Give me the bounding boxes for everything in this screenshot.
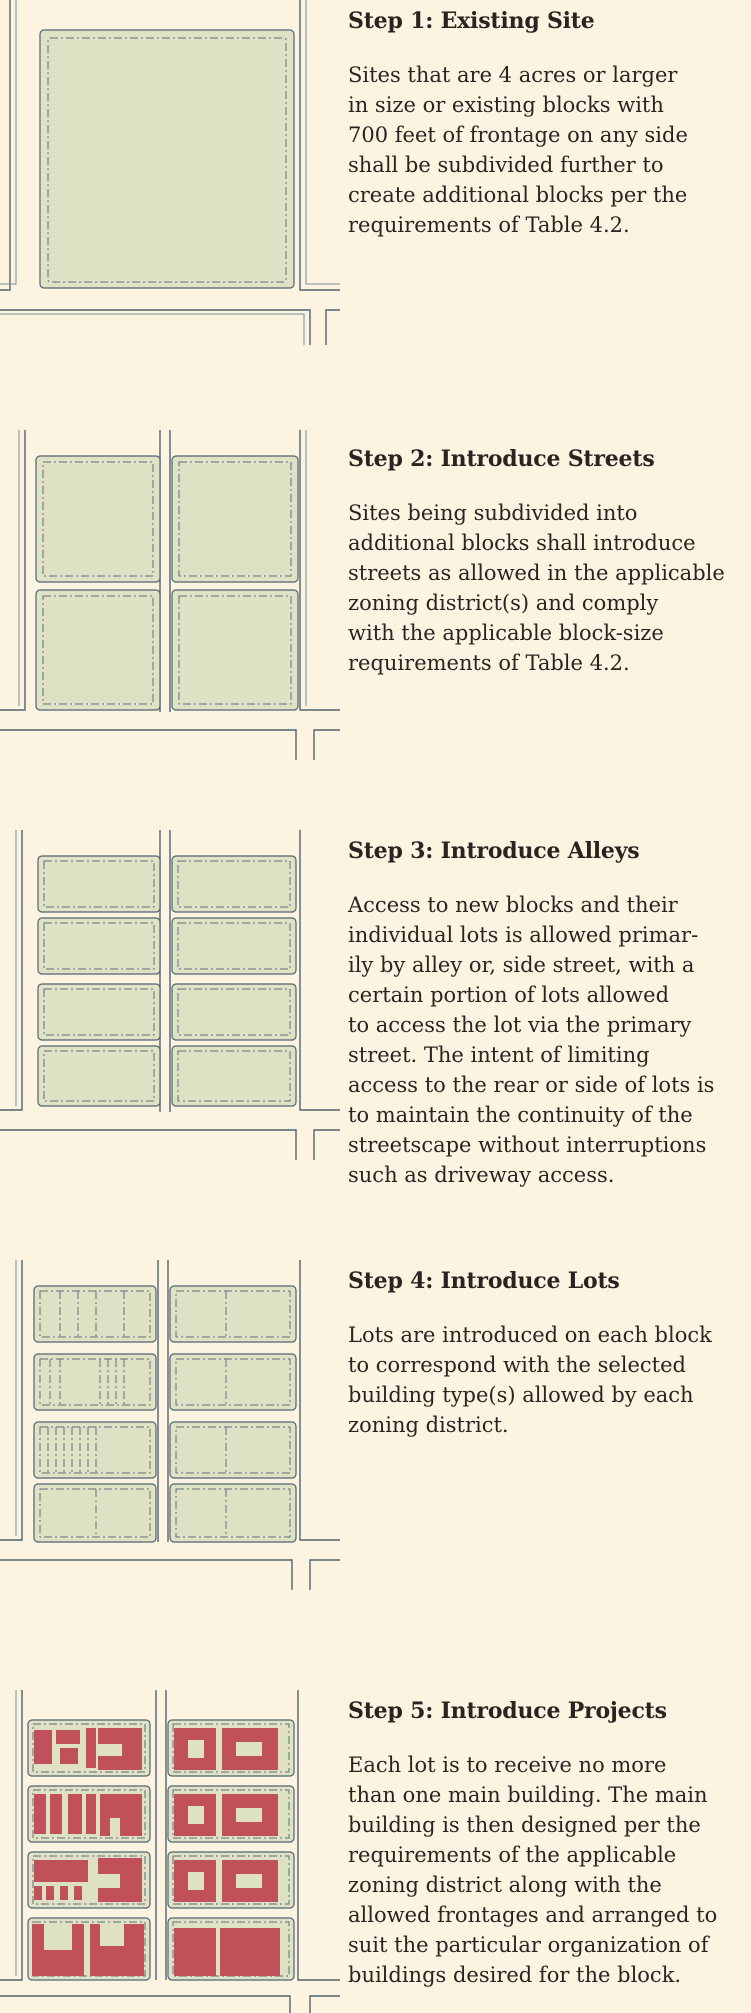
step-3-title: Step 3: Introduce Alleys (348, 838, 640, 864)
building (34, 1730, 52, 1764)
building (86, 1728, 96, 1768)
building (34, 1794, 46, 1834)
step-5-title: Step 5: Introduce Projects (348, 1698, 667, 1724)
step-1-diagram (0, 0, 340, 345)
building (34, 1886, 42, 1900)
step-1-title: Step 1: Existing Site (348, 8, 595, 34)
step-4-diagram (0, 1260, 340, 1600)
building (50, 1794, 62, 1834)
step-3-diagram (0, 830, 340, 1170)
step-2-title: Step 2: Introduce Streets (348, 446, 655, 472)
building (60, 1886, 68, 1900)
building (174, 1928, 216, 1976)
building (46, 1886, 54, 1900)
building (34, 1860, 88, 1882)
step-1-body: Sites that are 4 acres or larger in size or existing blocks with 700 feet of frontage on any side shall be subdivided further to create additional blocks per the requirements of Table 4.2. (348, 63, 688, 237)
step-5-body: Each lot is to receive no more than one main building. The main building is then designed per the requirements of the applicable zoning district along with the allowed frontages and arranged to suit the particular organization of buildings desired for the block. (348, 1753, 718, 1987)
building (100, 1794, 142, 1836)
building (56, 1730, 80, 1744)
building (220, 1928, 280, 1976)
step-5-diagram (0, 1690, 340, 2013)
step-2-body: Sites being subdivided into additional blocks shall introduce streets as allowed in the applicable zoning district(s) and comply with the applicable block-size requirements of Table 4.2. (348, 501, 725, 675)
building (74, 1886, 82, 1900)
step-4-title: Step 4: Introduce Lots (348, 1268, 620, 1294)
step-4-body: Lots are introduced on each block to correspond with the selected building type(s) allowed by each zoning district. (348, 1323, 712, 1437)
building (68, 1794, 82, 1834)
building (86, 1794, 96, 1834)
step-3-body: Access to new blocks and their individual lots is allowed primar- ily by alley or, side street, with a certain portion of lots allowed to access the lot via the primary street. The intent of limiting access to the rear or side of lots is to maintain the continuity of the streetscape without interruptions such as driveway access. (348, 893, 715, 1187)
step-2-diagram (0, 430, 340, 770)
building (60, 1748, 78, 1764)
